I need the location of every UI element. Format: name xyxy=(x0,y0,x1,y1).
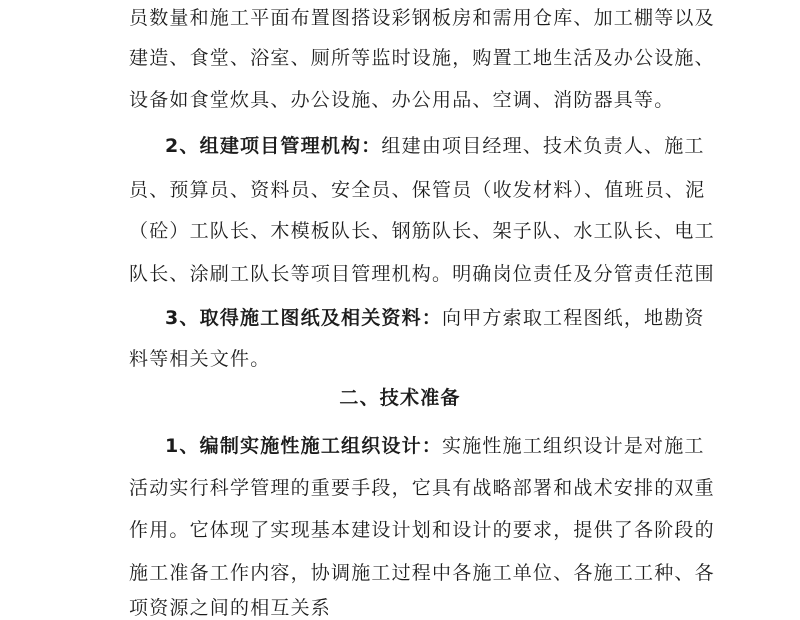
item-2-line xyxy=(165,134,725,158)
tech-item-1-label: 1、编制实施性施工组织设计： xyxy=(165,435,443,457)
paragraph-line: 项资源之间的相互关系 xyxy=(129,597,332,619)
item-3-text: 向甲方索取工程图纸，地勘资 xyxy=(442,307,705,329)
paragraph-line: 设备如食堂炊具、办公设施、办公用品、空调、消防器具等。 xyxy=(129,89,675,111)
paragraph-line: 料等相关文件。 xyxy=(129,348,271,370)
item-2-text: 组建由项目经理、技术负责人、施工 xyxy=(381,135,705,157)
paragraph-line: 员数量和施工平面布置图搭设彩钢板房和需用仓库、加工棚等以及 xyxy=(129,7,715,29)
paragraph-line: （砼）工队长、木模板队长、钢筋队长、架子队、水工队长、电工 xyxy=(129,220,715,242)
section-heading: 二、技术准备 xyxy=(339,387,461,409)
paragraph-line: 活动实行科学管理的重要手段，它具有战略部署和战术安排的双重 xyxy=(129,477,715,499)
paragraph-line: 作用。它体现了实现基本建设计划和设计的要求，提供了各阶段的 xyxy=(129,519,715,541)
tech-item-1-line xyxy=(165,434,725,458)
paragraph-line: 施工准备工作内容，协调施工过程中各施工单位、各施工工种、各 xyxy=(129,562,715,584)
item-2-label: 2、组建项目管理机构： xyxy=(165,135,382,157)
paragraph-line: 员、预算员、资料员、安全员、保管员（收发材料）、值班员、泥 xyxy=(129,179,706,201)
paragraph-line: 队长、涂刷工队长等项目管理机构。明确岗位责任及分管责任范围 xyxy=(129,263,715,285)
item-3-line xyxy=(165,306,725,330)
item-3-label: 3、取得施工图纸及相关资料： xyxy=(165,307,443,329)
paragraph-line: 建造、食堂、浴室、厕所等监时设施，购置工地生活及办公设施、 xyxy=(129,47,715,69)
tech-item-1-text: 实施性施工组织设计是对施工 xyxy=(442,435,705,457)
